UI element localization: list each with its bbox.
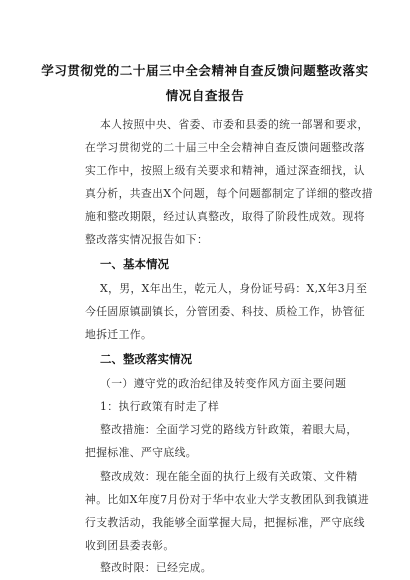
measures-line-2: 把握标准、严守底线。: [85, 446, 197, 459]
results-line-1: 整改成效：现在能全面的执行上级有关政策、文件精: [100, 470, 358, 483]
basic-info-line-1: X，男，X年出生，乾元人，身份证号码：X,X年3月至: [100, 282, 368, 295]
subsection-heading: （一）遵守党的政治纪律及转变作风方面主要问题: [100, 377, 347, 390]
intro-line-5: 施和整改期限，经过认真整改，取得了阶段性成效。现将: [85, 210, 365, 223]
document-title-line-1: 学习贯彻党的二十届三中全会精神自查反馈问题整改落实: [41, 63, 369, 78]
intro-line-4: 真分析，共查出X个问题，每个问题都制定了详细的整改措: [85, 187, 374, 200]
basic-info-line-3: 地拆迁工作。: [85, 328, 153, 341]
results-line-3: 行支教活动，我能够全面掌握大局，把握标准，严守底线: [85, 516, 365, 529]
intro-line-1: 本人按照中央、省委、市委和县委的统一部署和要求，: [100, 118, 369, 131]
basic-info-line-2: 今任固原镇副镇长，分管团委、科技、质检工作，协管征: [85, 305, 365, 318]
problem-item-1: 1：执行政策有时走了样: [100, 400, 220, 413]
intro-line-6: 整改落实情况报告如下：: [85, 233, 209, 246]
intro-line-3: 实工作中，按照上级有关要求和精神，通过深查细找，认: [85, 164, 365, 177]
section-heading-basic-info: 一、基本情况: [100, 257, 169, 271]
deadline-line: 整改时限：已经完成。: [100, 561, 212, 574]
results-line-4: 收到团县委表彰。: [85, 539, 175, 552]
measures-line-1: 整改措施：全面学习党的路线方针政策，着眼大局，: [100, 423, 358, 436]
section-heading-rectification: 二、整改落实情况: [100, 352, 192, 366]
document-title-line-2: 情况自查报告: [165, 88, 245, 103]
intro-line-2: 在学习贯彻党的二十届三中全会精神自查反馈问题整改落: [85, 141, 365, 154]
results-line-2: 神。比如X年度7月份对于华中农业大学支教团队到我镇进: [85, 493, 370, 506]
